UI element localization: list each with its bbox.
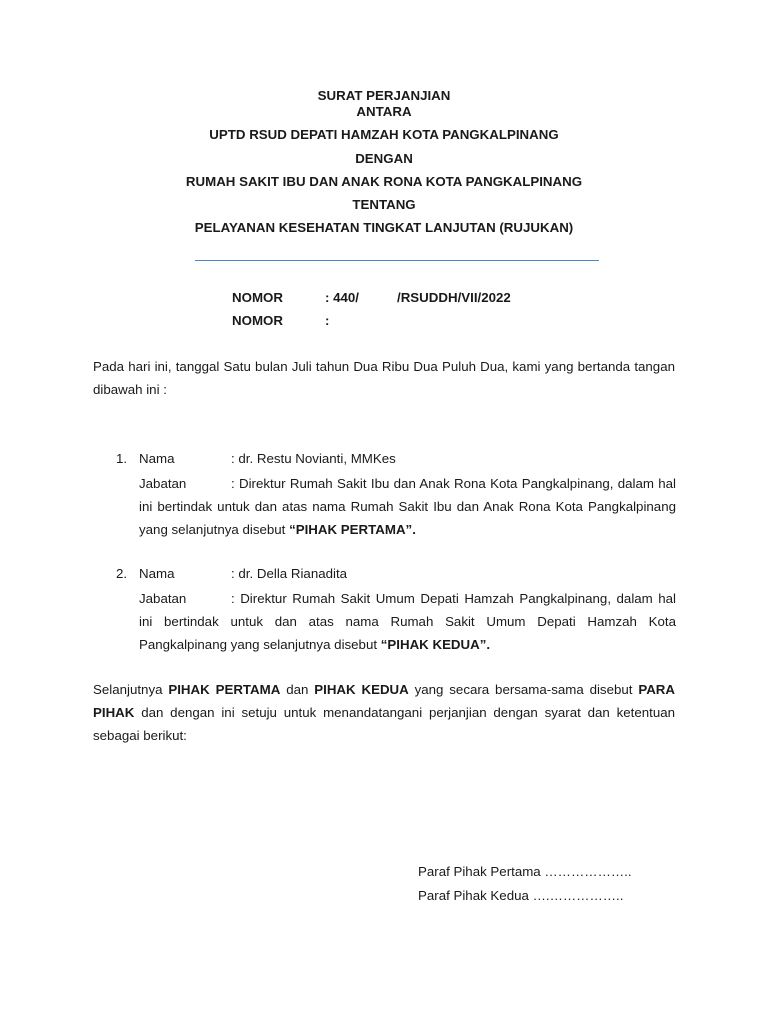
intro-paragraph: Pada hari ini, tanggal Satu bulan Juli tahun Dua Ribu Dua Puluh Dua, kami yang bertanda tangan dibawah ini : xyxy=(93,359,675,397)
title-dengan: DENGAN xyxy=(355,151,413,166)
closing-paragraph xyxy=(93,678,675,747)
party-alias: “PIHAK PERTAMA”. xyxy=(289,522,416,537)
closing-text: dan xyxy=(286,682,309,697)
party-number: 1. xyxy=(116,451,128,466)
jabatan-text xyxy=(139,472,676,541)
nomor-value: : xyxy=(325,313,330,328)
agreement-subject: PELAYANAN KESEHATAN TINGKAT LANJUTAN (RUJUKAN) xyxy=(194,220,574,235)
party-alias: “PIHAK KEDUA”. xyxy=(380,637,491,652)
closing-bold: PIHAK KEDUA xyxy=(314,682,409,697)
closing-text: dan dengan ini setuju untuk menandatangani perjanjian dengan syarat dan ketentuan sebagai berikut: xyxy=(93,705,675,743)
party-two-institution: RUMAH SAKIT IBU DAN ANAK RONA KOTA PANGKALPINANG xyxy=(185,174,583,189)
initial-line-party-one: Paraf Pihak Pertama ……………….. xyxy=(418,864,632,879)
jabatan-block xyxy=(139,564,676,656)
title-antara: ANTARA xyxy=(356,104,412,119)
name-label: Nama xyxy=(139,451,175,466)
closing-text: yang secara bersama-sama disebut xyxy=(414,682,633,697)
party-number: 2. xyxy=(116,566,128,581)
jabatan-label: Jabatan xyxy=(139,476,187,491)
jabatan-text xyxy=(139,587,676,656)
closing-text: Selanjutnya xyxy=(93,682,163,697)
nomor-label: NOMOR xyxy=(232,313,283,328)
header-divider xyxy=(195,260,599,261)
initial-line-party-two: Paraf Pihak Kedua ….…………….. xyxy=(418,888,624,903)
name-value: : dr. Della Rianadita xyxy=(231,566,348,581)
jabatan-description: : Direktur Rumah Sakit Ibu dan Anak Rona Kota Pangkalpinang, dalam hal ini bertindak untuk dan atas nama Rumah Sakit Ibu dan Anak Rona Kota Pangkalpinang yang selanjutnya disebut xyxy=(139,476,676,537)
jabatan-block xyxy=(139,449,676,541)
name-value: : dr. Restu Novianti, MMKes xyxy=(231,451,396,466)
nomor-label: NOMOR xyxy=(232,290,283,305)
jabatan-label: Jabatan xyxy=(139,591,187,606)
doc-title: SURAT PERJANJIAN xyxy=(317,88,451,103)
closing-bold: PARA PIHAK xyxy=(93,682,676,720)
jabatan-description: : Direktur Rumah Sakit Umum Depati Hamzah Pangkalpinang, dalam hal ini bertindak untuk dan atas nama Rumah Sakit Umum Depati Hamzah Kota Pangkalpinang yang selanjutnya disebut xyxy=(139,591,676,652)
title-tentang: TENTANG xyxy=(352,197,416,212)
party-one-institution: UPTD RSUD DEPATI HAMZAH KOTA PANGKALPINANG xyxy=(209,127,559,142)
nomor-suffix: /RSUDDH/VII/2022 xyxy=(397,290,511,305)
closing-bold: PIHAK PERTAMA xyxy=(168,682,281,697)
name-label: Nama xyxy=(139,566,175,581)
nomor-value: : 440/ xyxy=(325,290,360,305)
